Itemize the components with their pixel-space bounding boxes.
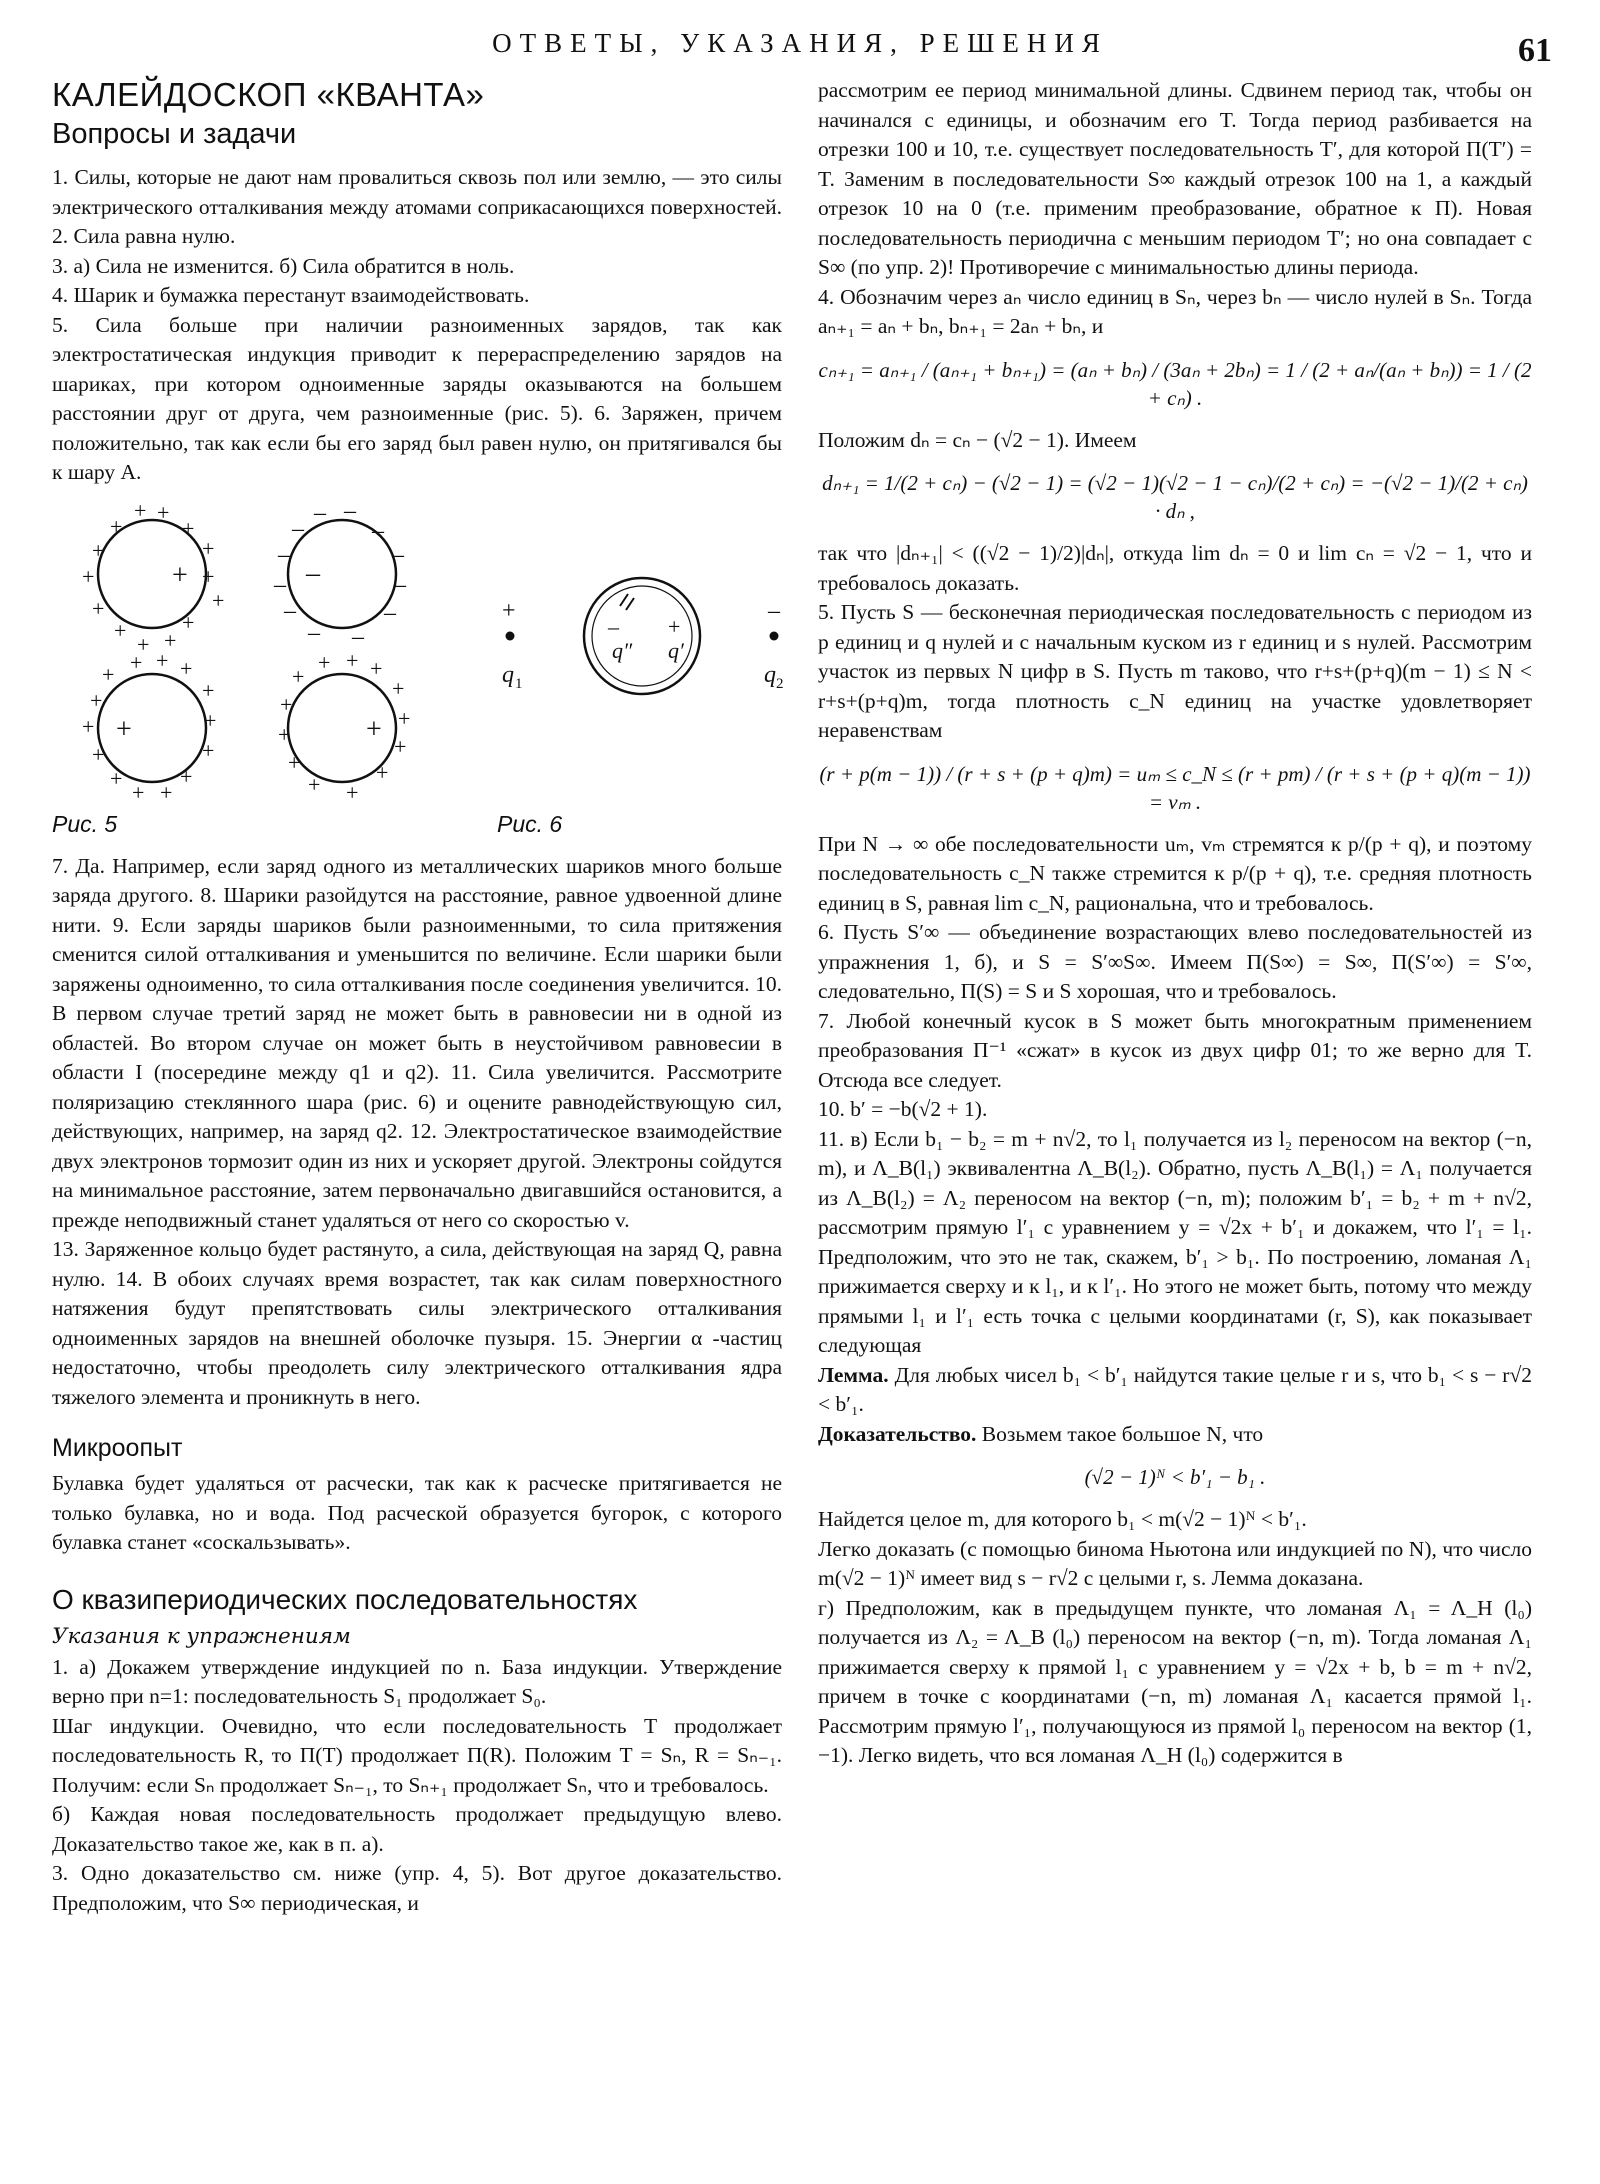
svg-text:+: + <box>394 733 407 759</box>
fig6-q1-charge <box>502 598 523 692</box>
solution-paragraph: Найдется целое m, для которого b₁ < m(√2 − 1)ᴺ < b′₁. <box>818 1507 1307 1531</box>
svg-text:+: + <box>130 649 143 675</box>
microexperiment-text: Булавка будет удаляться от расчески, так как к расческе притягивается не только булавка, но и вода. Под расческой образуется бугорок, с которого булавка станет «соскальзывать». <box>52 1471 782 1554</box>
svg-text:+: + <box>668 613 681 639</box>
solution-paragraph: Положим dₙ = cₙ − (√2 − 1). Имеем <box>818 427 1137 452</box>
svg-text:+: + <box>202 563 215 589</box>
svg-text:+: + <box>346 779 359 805</box>
lemma-heading: Лемма. <box>818 1362 889 1387</box>
svg-text:+: + <box>376 759 389 785</box>
answer-paragraph: 4. Шарик и бумажка перестанут взаимодействовать. <box>52 283 530 307</box>
svg-text:+: + <box>157 499 170 525</box>
svg-text:–: – <box>284 597 296 624</box>
answer-paragraph: 3. а) Сила не изменится. б) Сила обратится в ноль. <box>52 253 515 278</box>
hint-paragraph: б) Каждая новая последовательность продолжает предыдущую влево. Доказательство такое же, как в п. а). <box>52 1802 782 1856</box>
svg-text:+: + <box>110 765 123 791</box>
solution-paragraph: рассмотрим ее период минимальной длины. Сдвинем период так, чтобы он начинался с единицы, и обозначим его T. Тогда период разбивается на отрезки 100 и 10, т.е. существует последовательность T′, для которой П(T′) = T. Заменим в последовательности S∞ каждый отрезок 100 на 1, а каждый отрезок 10 на 0 (т.е. применим преобразование, обратное к П). Новая последовательность периодична с меньшим периодом T′; но она совпадает с S∞ (по упр. 2)! Противоречие с минимальностью длины периода. <box>818 78 1532 279</box>
solution-paragraph: При N → ∞ обе последовательности uₘ, vₘ стремятся к p/(p + q), и поэтому последовательность c_N также стремится к p/(p + q), т.е. средняя плотность единиц в S, равная lim c_N, рациональна, что и требовалось. <box>818 831 1532 915</box>
svg-text:+: + <box>137 631 150 657</box>
svg-text:+: + <box>114 617 127 643</box>
q1-subscript: 1 <box>515 675 523 692</box>
svg-text:+: + <box>82 563 95 589</box>
q1-label: q <box>502 661 514 688</box>
quasi-periodic-title: О квазипериодических последовательностях <box>52 1583 638 1615</box>
svg-text:–: – <box>278 541 290 568</box>
svg-text:+: + <box>134 497 147 523</box>
svg-text:+: + <box>202 737 215 763</box>
svg-text:–: – <box>292 515 304 542</box>
q-double-prime-label: q″ <box>612 637 633 663</box>
fig5-caption: Рис. 5 <box>52 810 118 837</box>
svg-text:–: – <box>392 541 404 568</box>
svg-text:–: – <box>306 557 320 589</box>
answer-paragraph: 13. Заряженное кольцо будет растянуто, а сила, действующая на заряд Q, равна нулю. 14. В обоих случаях время возрастет, так как силам поверхностного натяжения будут препятствовать силы электрического отталкивания одноименных зарядов на внешней оболочке пузыря. 15. Энергии α -частиц недостаточно, чтобы преодолеть силу электрического отталкивания ядра тяжелого элемента и проникнуть в него. <box>52 1237 782 1409</box>
formula-c-recurrence: cₙ₊₁ = aₙ₊₁ / (aₙ₊₁ + bₙ₊₁) = (aₙ + bₙ) / (3aₙ + 2bₙ) = 1 / (2 + aₙ/(aₙ + bₙ)) = 1 / (2 + cₙ) . <box>818 357 1532 410</box>
svg-text:+: + <box>102 661 115 687</box>
svg-text:–: – <box>384 599 396 626</box>
formula-d-recurrence: dₙ₊₁ = 1/(2 + cₙ) − (√2 − 1) = (√2 − 1)(√2 − 1 − cₙ)/(2 + cₙ) = −(√2 − 1)/(2 + cₙ) · dₙ , <box>822 471 1528 523</box>
svg-text:–: – <box>344 497 356 524</box>
solution-paragraph: Легко доказать (с помощью бинома Ньютона или индукцией по N), что число m(√2 − 1)ᴺ имеет вид s − r√2 с целыми r, s. Лемма доказана. <box>818 1536 1532 1590</box>
proof-heading: Доказательство. <box>818 1421 977 1446</box>
svg-text:+: + <box>280 691 293 717</box>
svg-text:+: + <box>308 771 321 797</box>
svg-text:+: + <box>172 559 188 591</box>
svg-text:+: + <box>164 627 177 653</box>
fig6-glass-sphere <box>584 578 700 694</box>
figures-block <box>52 496 782 846</box>
fig6-inner-charges <box>607 614 685 663</box>
solution-paragraph: так что |dₙ₊₁| < ((√2 − 1)/2)|dₙ|, откуда lim dₙ = 0 и lim cₙ = √2 − 1, что и требовалось доказать. <box>818 541 1532 595</box>
svg-text:+: + <box>278 721 291 747</box>
hint-paragraph: 1. а) Докажем утверждение индукцией по n. База индукции. Утверждение верно при n=1: последовательность S₁ продолжает S₀. <box>52 1654 782 1708</box>
answer-paragraph: 5. Сила больше при наличии разноименных зарядов, так как электростатическая индукция приводит к перераспределению зарядов на шариках, при котором одноименные заряды оказываются на большем расстоянии друг от друга, чем разноименные (рис. 5). 6. Заряжен, причем положительно, так как если бы его заряд был равен нулю, он притягивался бы к шару A. <box>52 312 782 484</box>
answer-paragraph: 1. Силы, которые не дают нам провалиться сквозь пол или землю, — это силы электрического отталкивания между атомами соприкасающихся поверхностей. 2. Сила равна нулю. <box>52 165 782 248</box>
svg-text:+: + <box>502 597 516 624</box>
svg-text:+: + <box>398 705 411 731</box>
lemma-text: Для любых чисел b₁ < b′₁ найдутся такие целые r и s, что b₁ < s − r√2 < b′₁. <box>818 1362 1532 1416</box>
svg-text:–: – <box>274 571 286 598</box>
fig5-sphere-1-charges <box>82 498 224 657</box>
hint-paragraph: 3. Одно доказательство см. ниже (упр. 4, 5). Вот другое доказательство. Предположим, что S∞ периодическая, и <box>52 1861 782 1915</box>
q2-subscript: 2 <box>776 675 784 692</box>
hints-title: Указания к упражнениям <box>52 1623 351 1649</box>
svg-text:+: + <box>82 713 95 739</box>
svg-text:+: + <box>346 647 359 673</box>
page-number: 61 <box>1518 32 1552 69</box>
solution-paragraph: г) Предположим, как в предыдущем пункте, что ломаная Λ₁ = Λ_H (l₀) получается из Λ₂ = Λ_B (l₀) переносом на вектор (−n, m). Тогда ломаная Λ₁ прижимается сверху к прямой l₁ с уравнением y = √2x + b, b = m + n√2, причем в точке с координатами (−n, m) ломаная Λ₁ касается прямой l₁. Рассмотрим прямую l′₁, получающуюся из прямой l₀ переносом на вектор (1, −1). Легко видеть, что вся ломаная Λ_H (l₀) содержится в <box>818 1595 1532 1767</box>
subsection-title: Вопросы и задачи <box>52 118 297 150</box>
lemma-paragraph <box>818 1361 1532 1420</box>
svg-text:+: + <box>202 535 215 561</box>
svg-text:+: + <box>212 587 225 613</box>
svg-text:+: + <box>156 647 169 673</box>
fig5-fig6-drawing <box>52 496 782 806</box>
svg-text:+: + <box>370 655 383 681</box>
answer-paragraph: 7. Да. Например, если заряд одного из металлических шариков много больше заряда другого. 8. Шарики разойдутся на расстояние, равное удвоенной длине нити. 9. Если заряды шариков были разноименными, то сила притяжения сменится силой отталкивания и уменьшится по величине. Если шарики были заряжены одноименно, то сила отталкивания после соединения увеличится. 10. В первом случае третий заряд не может быть в равновесии ни в одной из областей. Во втором случае он может быть в неустойчивом равновесии в области I (посередине между q1 и q2). 11. Сила увеличится. Рассмотрите поляризацию стеклянного шара (рис. 6) и оцените равнодействующую сил, действующих, например, на заряд q2. 12. Электростатическое взаимодействие двух электронов тормозит один из них и ускоряет другой. Электроны сойдутся на минимальное расстояние, затем первоначально двигавшийся остановится, а прежде неподвижный станет удаляться от него со скоростью v. <box>52 853 782 1232</box>
left-column <box>52 76 782 1918</box>
fig6-caption: Рис. 6 <box>497 810 563 837</box>
svg-text:–: – <box>314 499 326 526</box>
svg-text:+: + <box>132 779 145 805</box>
solution-paragraph: 10. b′ = −b(√2 + 1). <box>818 1097 988 1121</box>
running-header: ОТВЕТЫ, УКАЗАНИЯ, РЕШЕНИЯ <box>492 28 1108 58</box>
solution-paragraph: 6. Пусть S′∞ — объединение возрастающих влево последовательностей из упражнения 1, б), и S = S′∞S∞. Имеем П(S∞) = S∞, П(S′∞) = S′∞, следовательно, П(S) = S и S хорошая, что и требовалось. <box>818 920 1532 1003</box>
svg-text:–: – <box>768 597 780 624</box>
svg-text:+: + <box>110 513 123 539</box>
proof-text: Возьмем такое большое N, что <box>976 1421 1264 1446</box>
microexperiment-title: Микроопыт <box>52 1434 183 1462</box>
svg-text:+: + <box>180 763 193 789</box>
svg-text:+: + <box>202 677 215 703</box>
svg-text:–: – <box>372 517 384 544</box>
section-title: КАЛЕЙДОСКОП «КВАНТА» <box>52 76 485 113</box>
svg-text:+: + <box>318 649 331 675</box>
q-prime-label: q′ <box>668 637 684 663</box>
q2-label: q <box>764 661 776 688</box>
svg-text:+: + <box>92 537 105 563</box>
svg-text:+: + <box>288 749 301 775</box>
solution-paragraph: 5. Пусть S — бесконечная периодическая последовательность с периодом из p единиц и q нулей и с начальным куском из r единиц и s нулей. Рассмотрим участок из первых N цифр в S. Пусть m таково, что r+s+(p+q)(m − 1) ≤ N < r+s+(p+q)m, тогда плотность c_N единиц на участке удовлетворяет неравенствам <box>818 600 1532 742</box>
svg-text:+: + <box>160 779 173 805</box>
svg-text:+: + <box>90 687 103 713</box>
solution-paragraph: 4. Обозначим через aₙ число единиц в Sₙ, через bₙ — число нулей в Sₙ. Тогда aₙ₊₁ = aₙ + bₙ, bₙ₊₁ = 2aₙ + bₙ, и <box>818 284 1532 338</box>
right-column <box>818 76 1532 1771</box>
fig6-q2-charge <box>764 598 784 692</box>
svg-text:+: + <box>180 655 193 681</box>
svg-text:–: – <box>308 619 320 646</box>
svg-text:+: + <box>92 595 105 621</box>
svg-text:+: + <box>182 515 195 541</box>
svg-text:+: + <box>204 707 217 733</box>
solution-paragraph: 7. Любой конечный кусок в S может быть многократным применением преобразования П⁻¹ «сжат» в кусок из двух цифр 01; то же верно для T. Отсюда все следует. <box>818 1008 1532 1092</box>
svg-text:–: – <box>608 613 619 639</box>
hint-paragraph: Шаг индукции. Очевидно, что если последовательность T продолжает последовательность R, то П(T) продолжает П(R). Положим T = Sₙ, R = Sₙ₋₁. Получим: если Sₙ продолжает Sₙ₋₁, то Sₙ₊₁ продолжает Sₙ, что и требовалось. <box>52 1713 782 1797</box>
solution-paragraph: 11. в) Если b₁ − b₂ = m + n√2, то l₁ получается из l₂ переносом на вектор (−n, m), и Λ_B(l₁) эквивалентна Λ_B(l₂). Обратно, пусть Λ_B(l₁) = Λ₁ получается из Λ_B(l₂) = Λ₂ переносом на вектор (−n, m); положим b′₁ = b₂ + m + n√2, рассмотрим прямую l′₁ с уравнением y = √2x + b′₁ и докажем, что l′₁ = l₁. Предположим, что это не так, скажем, b′₁ > b₁. По построению, ломаная Λ₁ прижимается сверху и к l₁, и к l′₁. Но этого не может быть, потому что между прямыми l₁ и l′₁ есть точка с целыми координатами (r, S), как показывает следующая <box>818 1126 1532 1357</box>
proof-paragraph <box>818 1420 1532 1450</box>
formula-density-bounds: (r + p(m − 1)) / (r + s + (p + q)m) = uₘ ≤ c_N ≤ (r + pm) / (r + s + (p + q)(m − 1)) = vₘ . <box>819 761 1531 814</box>
svg-text:–: – <box>352 623 364 650</box>
svg-text:+: + <box>392 675 405 701</box>
svg-text:–: – <box>394 571 406 598</box>
svg-text:+: + <box>182 609 195 635</box>
svg-text:+: + <box>116 713 132 745</box>
svg-text:+: + <box>292 663 305 689</box>
svg-text:+: + <box>366 713 382 745</box>
formula-power-bound: (√2 − 1)ᴺ < b′₁ − b₁ . <box>1084 1465 1266 1489</box>
svg-text:+: + <box>92 741 105 767</box>
